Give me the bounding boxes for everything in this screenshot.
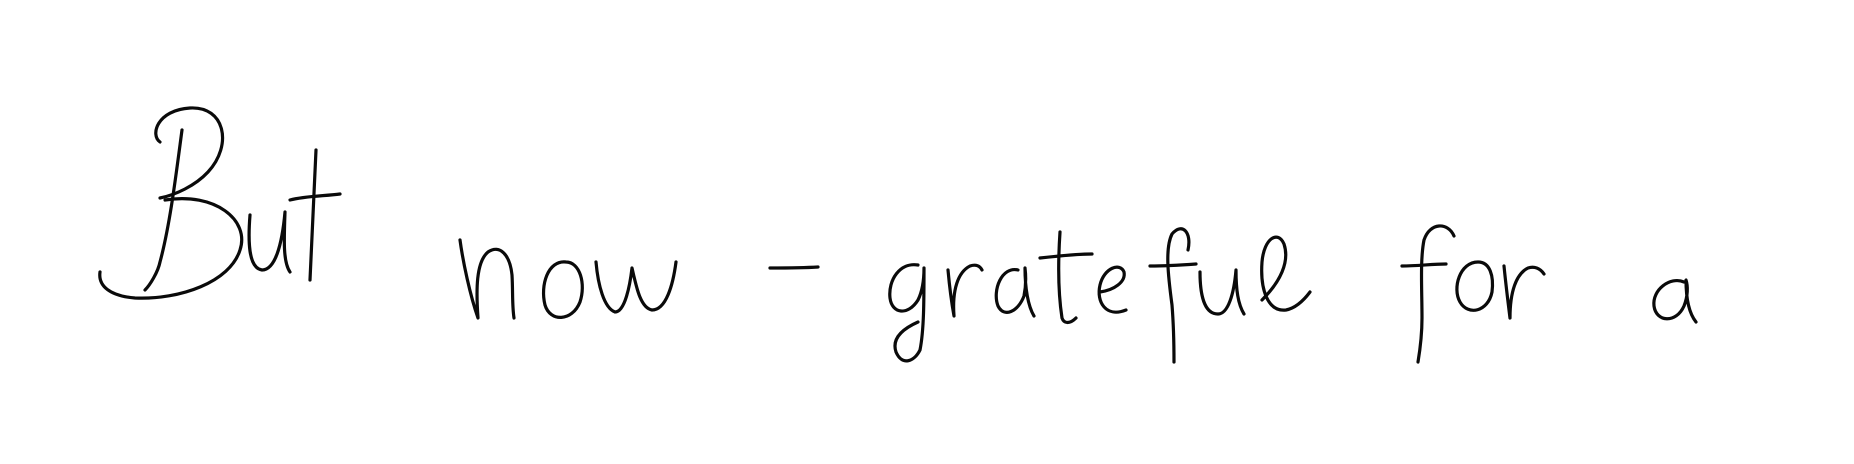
stroke-t-stem: [310, 150, 316, 280]
stroke-e: [1099, 267, 1126, 312]
stroke-f2: [1418, 226, 1454, 362]
stroke-l: [1262, 237, 1310, 310]
stroke-dash: [770, 267, 818, 268]
stroke-o: [544, 262, 583, 318]
stroke-a2: [1654, 280, 1696, 322]
stroke-t2-stem: [1059, 232, 1076, 323]
stroke-w: [596, 262, 676, 312]
stroke-g: [890, 265, 924, 361]
stroke-t2-cross: [1040, 254, 1092, 258]
stroke-f-cross: [1150, 264, 1196, 266]
stroke-f2-cross: [1402, 264, 1446, 266]
stroke-a: [996, 268, 1034, 316]
stroke-u: [249, 212, 290, 272]
stroke-r: [948, 265, 982, 316]
stroke-B-stem: [145, 130, 182, 290]
stroke-r2: [1504, 266, 1544, 318]
stroke-u2: [1200, 270, 1244, 314]
stroke-o2: [1457, 262, 1493, 310]
stroke-n: [460, 240, 514, 318]
stroke-B-top: [156, 108, 223, 198]
stroke-f: [1168, 229, 1189, 362]
